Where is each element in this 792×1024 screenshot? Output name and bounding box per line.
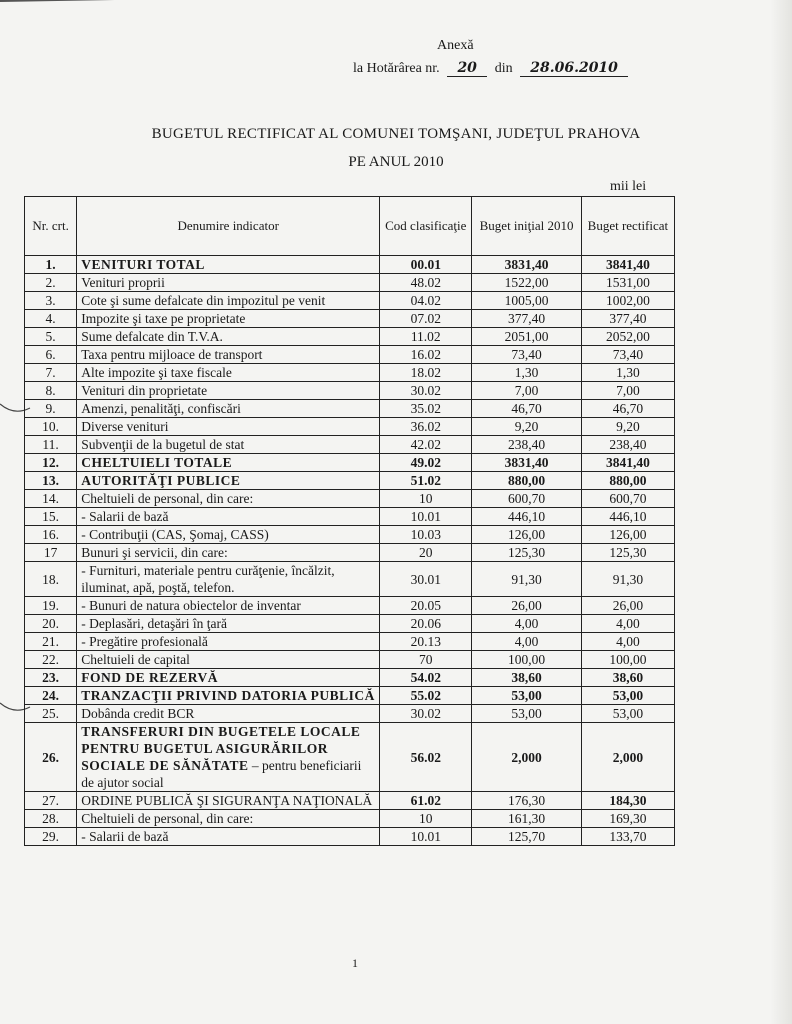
row-number: 12. [25, 454, 77, 472]
row-number: 14. [25, 490, 77, 508]
row-name-text: Bunuri şi servicii, din care: [81, 545, 228, 560]
row-rectified-budget: 184,30 [581, 792, 674, 810]
row-name-text: Venituri din proprietate [81, 383, 208, 398]
row-name-text: Cote şi sume defalcate din impozitul pe venit [81, 293, 326, 308]
row-rectified-budget: 3841,40 [581, 454, 674, 472]
row-code: 36.02 [380, 418, 472, 436]
row-initial-budget: 446,10 [472, 508, 582, 526]
table-row [25, 508, 675, 526]
row-name-suffix: – pentru beneficiarii de ajutor social [81, 758, 362, 790]
row-rectified-budget: 73,40 [581, 346, 674, 364]
row-name-text: - Pregătire profesională [81, 634, 208, 649]
row-name-text: Sume defalcate din T.V.A. [81, 329, 223, 344]
table-row [25, 436, 675, 454]
header-initial: Buget iniţial 2010 [472, 197, 582, 256]
row-rectified-budget: 125,30 [581, 544, 674, 562]
row-initial-budget: 46,70 [472, 400, 582, 418]
row-number: 9. [25, 400, 77, 418]
table-row [25, 418, 675, 436]
row-number: 3. [25, 292, 77, 310]
row-name-text: Taxa pentru mijloace de transport [81, 347, 263, 362]
table-row [25, 723, 675, 792]
decision-date: 28.06.2010 [520, 60, 628, 77]
row-rectified-budget: 26,00 [581, 597, 674, 615]
row-code: 18.02 [380, 364, 472, 382]
row-name-text: Cheltuieli de personal, din care: [81, 811, 254, 826]
row-rectified-budget: 38,60 [581, 669, 674, 687]
row-code: 20.06 [380, 615, 472, 633]
row-name [77, 810, 380, 828]
row-code: 49.02 [380, 454, 472, 472]
row-rectified-budget: 4,00 [581, 633, 674, 651]
row-number: 10. [25, 418, 77, 436]
table-row [25, 615, 675, 633]
row-number: 13. [25, 472, 77, 490]
row-name-text: TRANZACŢII PRIVIND DATORIA PUBLICĂ [81, 688, 375, 703]
row-number: 7. [25, 364, 77, 382]
row-number: 25. [25, 705, 77, 723]
row-name-text: - Furnituri, materiale pentru curăţenie, încălzit, iluminat, apă, poştă, telefon. [81, 563, 335, 595]
row-name-text: Dobânda credit BCR [81, 706, 195, 721]
row-name-text: Diverse venituri [81, 419, 169, 434]
row-name [77, 651, 380, 669]
row-number: 29. [25, 828, 77, 846]
row-code: 10.03 [380, 526, 472, 544]
table-row [25, 292, 675, 310]
row-name-text: - Bunuri de natura obiectelor de inventar [81, 598, 301, 613]
row-code: 00.01 [380, 256, 472, 274]
row-number: 28. [25, 810, 77, 828]
row-name [77, 454, 380, 472]
row-initial-budget: 600,70 [472, 490, 582, 508]
row-name [77, 544, 380, 562]
row-initial-budget: 53,00 [472, 687, 582, 705]
row-rectified-budget: 91,30 [581, 562, 674, 597]
row-code: 54.02 [380, 669, 472, 687]
row-code: 55.02 [380, 687, 472, 705]
table-row [25, 472, 675, 490]
header-cod: Cod clasificaţie [380, 197, 472, 256]
row-name [77, 274, 380, 292]
table-row [25, 256, 675, 274]
row-name [77, 705, 380, 723]
row-rectified-budget: 1531,00 [581, 274, 674, 292]
decision-number: 20 [447, 60, 487, 77]
row-name-text: Cheltuieli de personal, din care: [81, 491, 254, 506]
row-code: 10 [380, 810, 472, 828]
row-code: 51.02 [380, 472, 472, 490]
row-name-text: Amenzi, penalităţi, confiscări [81, 401, 241, 416]
row-code: 04.02 [380, 292, 472, 310]
row-code: 35.02 [380, 400, 472, 418]
row-name-text: ORDINE PUBLICĂ ŞI SIGURANŢA NAŢIONALĂ [81, 793, 373, 808]
din-label: din [494, 61, 513, 76]
staple-mark [0, 0, 150, 2]
row-name [77, 346, 380, 364]
table-row [25, 490, 675, 508]
unit-label: mii lei [610, 179, 647, 194]
row-rectified-budget: 9,20 [581, 418, 674, 436]
row-rectified-budget: 133,70 [581, 828, 674, 846]
row-rectified-budget: 1,30 [581, 364, 674, 382]
row-initial-budget: 2,000 [472, 723, 582, 792]
row-name [77, 633, 380, 651]
row-rectified-budget: 446,10 [581, 508, 674, 526]
row-number: 8. [25, 382, 77, 400]
row-name [77, 364, 380, 382]
table-header-row [25, 197, 675, 256]
table-row [25, 328, 675, 346]
table-row [25, 669, 675, 687]
row-code: 30.02 [380, 705, 472, 723]
row-rectified-budget: 7,00 [581, 382, 674, 400]
row-initial-budget: 125,70 [472, 828, 582, 846]
row-code: 16.02 [380, 346, 472, 364]
row-number: 16. [25, 526, 77, 544]
row-initial-budget: 7,00 [472, 382, 582, 400]
row-rectified-budget: 46,70 [581, 400, 674, 418]
annex-label: Anexă [437, 38, 474, 53]
row-initial-budget: 125,30 [472, 544, 582, 562]
table-row [25, 562, 675, 597]
row-name-text: - Salarii de bază [81, 509, 169, 524]
row-code: 07.02 [380, 310, 472, 328]
row-code: 42.02 [380, 436, 472, 454]
row-rectified-budget: 880,00 [581, 472, 674, 490]
row-code: 11.02 [380, 328, 472, 346]
row-name [77, 508, 380, 526]
row-code: 20 [380, 544, 472, 562]
row-initial-budget: 1,30 [472, 364, 582, 382]
row-initial-budget: 100,00 [472, 651, 582, 669]
row-name-text: VENITURI TOTAL [81, 257, 205, 272]
table-row [25, 382, 675, 400]
row-number: 20. [25, 615, 77, 633]
row-initial-budget: 161,30 [472, 810, 582, 828]
table-row [25, 544, 675, 562]
row-initial-budget: 4,00 [472, 633, 582, 651]
row-number: 21. [25, 633, 77, 651]
table-row [25, 310, 675, 328]
row-name [77, 472, 380, 490]
row-name-text: Cheltuieli de capital [81, 652, 190, 667]
table-row [25, 400, 675, 418]
row-initial-budget: 238,40 [472, 436, 582, 454]
row-code: 56.02 [380, 723, 472, 792]
row-number: 2. [25, 274, 77, 292]
row-number: 4. [25, 310, 77, 328]
row-code: 10 [380, 490, 472, 508]
table-row [25, 526, 675, 544]
table-row [25, 633, 675, 651]
row-initial-budget: 2051,00 [472, 328, 582, 346]
row-name [77, 418, 380, 436]
row-rectified-budget: 238,40 [581, 436, 674, 454]
row-name-text: Alte impozite şi taxe fiscale [81, 365, 232, 380]
row-name [77, 562, 380, 597]
row-rectified-budget: 4,00 [581, 615, 674, 633]
row-number: 22. [25, 651, 77, 669]
budget-table [24, 196, 675, 846]
row-name [77, 328, 380, 346]
row-name-text: FOND DE REZERVĂ [81, 670, 218, 685]
row-name [77, 597, 380, 615]
table-row [25, 651, 675, 669]
row-initial-budget: 91,30 [472, 562, 582, 597]
row-initial-budget: 3831,40 [472, 454, 582, 472]
decision-prefix: la Hotărârea nr. [353, 61, 440, 76]
table-row [25, 792, 675, 810]
row-code: 10.01 [380, 828, 472, 846]
row-name [77, 723, 380, 792]
decision-reference [353, 60, 628, 77]
table-row [25, 346, 675, 364]
row-name [77, 436, 380, 454]
row-number: 27. [25, 792, 77, 810]
row-initial-budget: 38,60 [472, 669, 582, 687]
row-number: 24. [25, 687, 77, 705]
row-name [77, 310, 380, 328]
row-name-text: Impozite şi taxe pe proprietate [81, 311, 246, 326]
row-name [77, 687, 380, 705]
table-row [25, 364, 675, 382]
row-rectified-budget: 53,00 [581, 687, 674, 705]
table-row [25, 454, 675, 472]
row-number: 11. [25, 436, 77, 454]
row-rectified-budget: 53,00 [581, 705, 674, 723]
row-initial-budget: 26,00 [472, 597, 582, 615]
row-rectified-budget: 126,00 [581, 526, 674, 544]
row-name-text: AUTORITĂŢI PUBLICE [81, 473, 241, 488]
row-initial-budget: 73,40 [472, 346, 582, 364]
header-rectificat: Buget rectificat [581, 197, 674, 256]
row-rectified-budget: 600,70 [581, 490, 674, 508]
table-row [25, 810, 675, 828]
row-name-text: - Salarii de bază [81, 829, 169, 844]
row-initial-budget: 53,00 [472, 705, 582, 723]
row-initial-budget: 9,20 [472, 418, 582, 436]
row-rectified-budget: 377,40 [581, 310, 674, 328]
row-name [77, 400, 380, 418]
row-initial-budget: 377,40 [472, 310, 582, 328]
row-name-text: Subvenţii de la bugetul de stat [81, 437, 245, 452]
row-number: 1. [25, 256, 77, 274]
row-name-text: TRANSFERURI DIN BUGETELE LOCALE PENTRU BUGETUL ASIGURĂRILOR SOCIALE DE SĂNĂTATE [81, 724, 361, 773]
document-title: BUGETUL RECTIFICAT AL COMUNEI TOMŞANI, JUDEŢUL PRAHOVA [151, 126, 641, 142]
table-row [25, 274, 675, 292]
row-code: 20.05 [380, 597, 472, 615]
row-name-text: - Deplasări, detaşări în ţară [81, 616, 228, 631]
row-rectified-budget: 1002,00 [581, 292, 674, 310]
row-rectified-budget: 3841,40 [581, 256, 674, 274]
row-name [77, 669, 380, 687]
row-number: 19. [25, 597, 77, 615]
row-code: 70 [380, 651, 472, 669]
row-number: 26. [25, 723, 77, 792]
row-number: 5. [25, 328, 77, 346]
row-initial-budget: 1005,00 [472, 292, 582, 310]
row-name [77, 526, 380, 544]
row-number: 15. [25, 508, 77, 526]
row-rectified-budget: 169,30 [581, 810, 674, 828]
row-name [77, 256, 380, 274]
row-name [77, 490, 380, 508]
row-initial-budget: 176,30 [472, 792, 582, 810]
row-code: 20.13 [380, 633, 472, 651]
row-initial-budget: 880,00 [472, 472, 582, 490]
row-code: 10.01 [380, 508, 472, 526]
row-code: 30.02 [380, 382, 472, 400]
row-name [77, 828, 380, 846]
row-initial-budget: 4,00 [472, 615, 582, 633]
row-rectified-budget: 100,00 [581, 651, 674, 669]
header-nr: Nr. crt. [25, 197, 77, 256]
table-row [25, 687, 675, 705]
row-name [77, 292, 380, 310]
row-number: 17 [25, 544, 77, 562]
header-name: Denumire indicator [77, 197, 380, 256]
row-initial-budget: 3831,40 [472, 256, 582, 274]
table-row [25, 828, 675, 846]
table-row [25, 597, 675, 615]
row-name [77, 792, 380, 810]
page-number: 1 [352, 956, 358, 970]
row-initial-budget: 126,00 [472, 526, 582, 544]
row-name-text: CHELTUIELI TOTALE [81, 455, 233, 470]
row-code: 30.01 [380, 562, 472, 597]
row-number: 6. [25, 346, 77, 364]
row-number: 23. [25, 669, 77, 687]
row-rectified-budget: 2,000 [581, 723, 674, 792]
row-name-text: Venituri proprii [81, 275, 165, 290]
row-number: 18. [25, 562, 77, 597]
row-code: 61.02 [380, 792, 472, 810]
row-rectified-budget: 2052,00 [581, 328, 674, 346]
row-name [77, 615, 380, 633]
document-subtitle: PE ANUL 2010 [348, 154, 444, 170]
table-row [25, 705, 675, 723]
row-initial-budget: 1522,00 [472, 274, 582, 292]
row-code: 48.02 [380, 274, 472, 292]
row-name-text: - Contribuţii (CAS, Şomaj, CASS) [81, 527, 269, 542]
row-name [77, 382, 380, 400]
